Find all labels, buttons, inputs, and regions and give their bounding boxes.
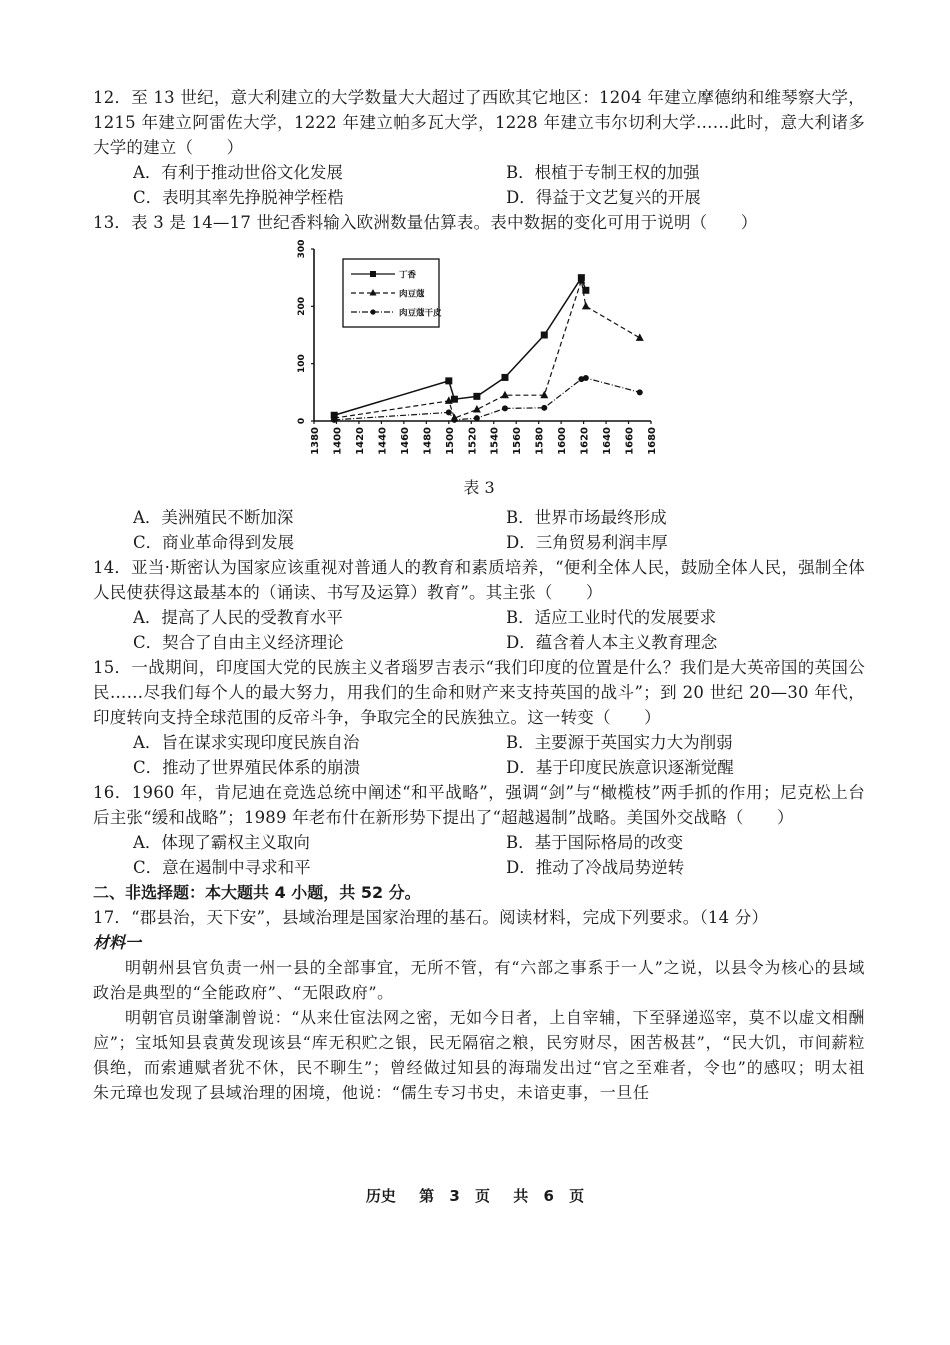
x-tick-label: 1660 — [624, 427, 636, 455]
x-tick-label: 1560 — [512, 427, 524, 455]
option-d: D．蕴含着人本主义教育理念 — [506, 633, 718, 652]
series-line-3 — [334, 378, 640, 420]
data-point — [445, 377, 452, 384]
chart-caption: 表 3 — [463, 478, 495, 497]
data-point — [446, 409, 452, 415]
data-point — [582, 302, 590, 310]
data-point — [502, 405, 508, 411]
option-b: B．基于国际格局的改变 — [506, 833, 684, 852]
option-a: A．提高了人民的受教育水平 — [133, 608, 343, 627]
question-12 — [93, 85, 865, 210]
option-a: A．有利于推动世俗文化发展 — [133, 163, 343, 182]
data-point — [637, 389, 643, 395]
options — [93, 505, 905, 555]
options — [93, 160, 905, 210]
data-point — [501, 374, 508, 381]
data-point — [451, 396, 458, 403]
question-16 — [93, 780, 865, 880]
question-stem: 15．一战期间，印度国大党的民族主义者瑙罗吉表示“我们印度的位置是什么？我们是大英帝国的英国公民……尽我们每个人的最大努力，用我们的生命和财产来支持英国的战斗”；到 20 世纪 20—30 年代，印度转向支持全球范围的反帝斗争，争取完全的民族独立。这一转变（ ） — [93, 658, 865, 727]
material-paragraph-2: 明朝官员谢肇淛曾说：“从来仕宦法网之密，无如今日者，上自宰辅，下至驿递巡宰，莫不以虚文相酬应”；宝坻知县袁黄发现该县“库无积贮之银，民无隔宿之粮，民穷财尽，困苦极甚”，“民大饥，市间薪粒俱绝，而索逋赋者犹不休，民不聊生”；曾经做过知县的海瑞发出过“官之至难者，令也”的感叹；明太祖朱元璋也发现了县域治理的困境，他说：“儒生专习书史，未谙吏事，一旦任 — [93, 1008, 865, 1102]
question-stem: 13．表 3 是 14—17 世纪香料输入欧洲数量估算表。表中数据的变化可用于说明（ ） — [93, 213, 758, 232]
line-chart — [281, 239, 681, 479]
section-heading: 二、非选择题：本大题共 4 小题，共 52 分。 — [93, 883, 421, 902]
option-b: B．主要源于英国实力大为削弱 — [506, 733, 733, 752]
option-b: B．适应工业时代的发展要求 — [506, 608, 717, 627]
data-point — [474, 415, 480, 421]
data-point — [540, 391, 548, 399]
question-17-stem: 17．“郡县治，天下安”，县域治理是国家治理的基石。阅读材料，完成下列要求。（14 分） — [93, 908, 769, 927]
option-d: D．得益于文艺复兴的开展 — [506, 188, 701, 207]
option-c: C．表明其率先挣脱神学桎梏 — [133, 188, 344, 207]
option-a: A．美洲殖民不断加深 — [133, 508, 294, 527]
legend-label: 肉豆蔻 — [399, 289, 425, 300]
material-paragraph-1: 明朝州县官负责一州一县的全部事宜，无所不管，有“六部之事系于一人”之说，以县令为核心的县域政治是典型的“全能政府”、“无限政府”。 — [93, 958, 865, 1002]
question-stem: 14．亚当·斯密认为国家应该重视对普通人的教育和素质培养，“便利全体人民，鼓励全体人民，强制全体人民使获得这最基本的（诵读、书写及运算）教育”。其主张（ ） — [93, 558, 865, 602]
data-point — [331, 417, 337, 423]
question-stem: 12．至 13 世纪，意大利建立的大学数量大大超过了西欧其它地区：1204 年建立摩德纳和维琴察大学，1215 年建立阿雷佐大学，1222 年建立帕多瓦大学，1228 年建立韦尔切利大学……此时，意大利诸多大学的建立（ ） — [93, 88, 865, 157]
option-d: D．推动了冷战局势逆转 — [506, 858, 685, 877]
y-tick-label: 300 — [297, 239, 307, 259]
y-tick-label: 200 — [297, 296, 307, 316]
x-tick-label: 1400 — [332, 427, 344, 455]
page-content — [93, 85, 865, 1105]
option-c: C．意在遏制中寻求和平 — [133, 858, 311, 877]
x-tick-label: 1380 — [310, 427, 321, 455]
option-c: C．契合了自由主义经济理论 — [133, 633, 344, 652]
option-a: A．体现了霸权主义取向 — [133, 833, 310, 852]
question-stem: 16．1960 年，肯尼迪在竞选总统中阐述“和平战略”，强调“剑”与“橄榄枝”两手抓的作用；尼克松上台后主张“缓和战略”；1989 年老布什在新形势下提出了“超越遏制”战略。美国外交战略（ ） — [93, 783, 865, 827]
question-15 — [93, 655, 865, 780]
options — [93, 730, 905, 780]
options — [93, 830, 905, 880]
footer-total-pages: 共 6 页 — [513, 1187, 585, 1205]
data-point — [583, 375, 589, 381]
x-tick-label: 1580 — [534, 427, 546, 455]
legend-marker — [370, 309, 375, 314]
x-tick-label: 1680 — [647, 427, 658, 455]
option-a: A．旨在谋求实现印度民族自治 — [133, 733, 360, 752]
x-tick-label: 1500 — [444, 427, 456, 455]
x-tick-label: 1620 — [579, 427, 591, 455]
x-tick-label: 1480 — [422, 427, 434, 455]
option-d: D．三角贸易利润丰厚 — [506, 533, 668, 552]
footer-subject: 历史 — [365, 1187, 396, 1205]
x-tick-label: 1540 — [489, 427, 501, 455]
option-c: C．推动了世界殖民体系的崩溃 — [133, 758, 361, 777]
option-d: D．基于印度民族意识逐渐觉醒 — [506, 758, 734, 777]
option-b: B．世界市场最终形成 — [506, 508, 667, 527]
data-point — [451, 417, 457, 423]
data-point — [541, 405, 547, 411]
footer-page-number: 第 3 页 — [419, 1187, 490, 1205]
legend-label: 肉豆蔻干皮 — [399, 308, 442, 319]
options — [93, 605, 905, 655]
page-footer — [0, 1185, 950, 1206]
data-point — [473, 393, 480, 400]
material-title: 材料一 — [93, 933, 142, 952]
x-tick-label: 1420 — [354, 427, 366, 455]
y-tick-label: 100 — [297, 354, 307, 374]
y-tick-label: 0 — [297, 417, 307, 425]
option-c: C．商业革命得到发展 — [133, 533, 295, 552]
x-tick-label: 1520 — [467, 427, 479, 455]
data-point — [636, 333, 644, 341]
question-14 — [93, 555, 865, 655]
legend-label: 丁香 — [399, 270, 417, 281]
data-point — [541, 332, 548, 339]
data-point — [501, 391, 509, 399]
x-tick-label: 1600 — [557, 427, 569, 455]
x-tick-label: 1440 — [377, 427, 389, 455]
spice-import-chart — [93, 235, 865, 505]
x-tick-label: 1640 — [602, 427, 614, 455]
question-13 — [93, 210, 865, 555]
x-tick-label: 1460 — [399, 427, 411, 455]
option-b: B．根植于专制王权的加强 — [506, 163, 700, 182]
legend-marker — [370, 271, 376, 277]
data-point — [473, 405, 481, 413]
